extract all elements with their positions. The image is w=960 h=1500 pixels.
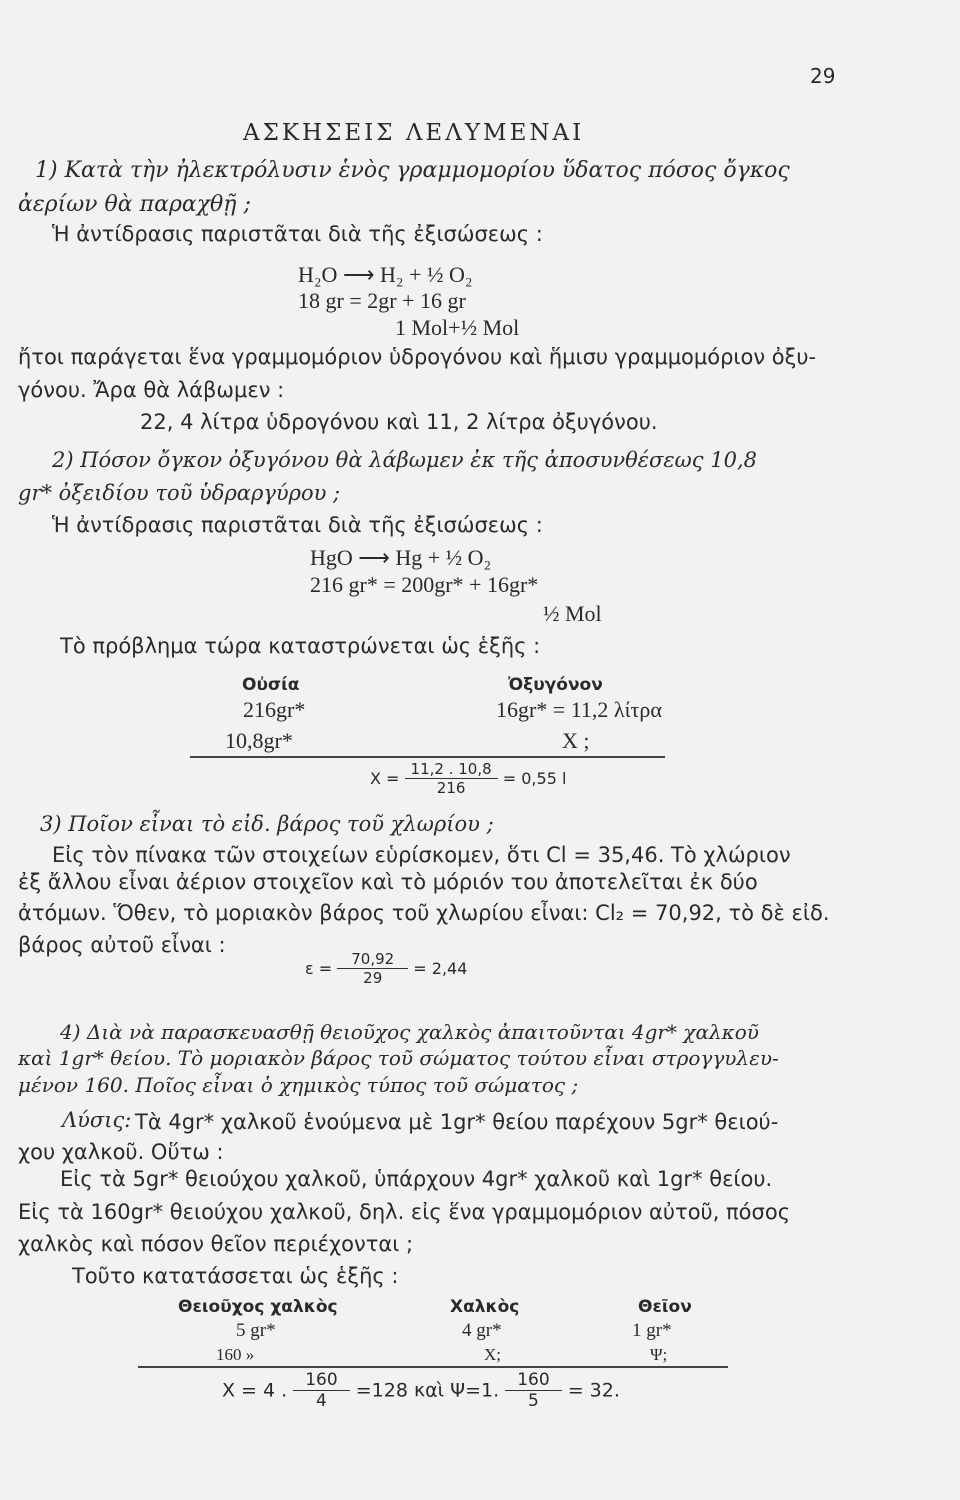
ex2-calc-denominator: 216	[436, 779, 466, 797]
ex4-table-rule	[138, 1366, 728, 1368]
ex1-text-2: γόνου. Ἄρα θὰ λάβωμεν :	[18, 378, 285, 402]
ex3-text-2: ἐξ ἄλλου εἶναι ἀέριον στοιχεῖον καὶ τὸ μόριόν του ἀποτελεῖται ἐκ δύο	[18, 870, 758, 894]
ex4-text-4: Εἰς τὰ 160gr* θειούχου χαλκοῦ, δηλ. εἰς ἕνα γραμμομόριον αὐτοῦ, πόσος	[18, 1200, 791, 1224]
ex4-calc-a-denominator: 4	[316, 1391, 327, 1411]
ex2-table-r1c2: 16gr* = 11,2 λίτρα	[496, 697, 662, 722]
ex4-calc-fraction-b	[505, 1370, 561, 1411]
ex2-calc-lhs: X =	[370, 769, 400, 788]
ex1-text-1: ἤτοι παράγεται ἕνα γραμμομόριον ὑδρογόνου καὶ ἥμισυ γραμμομόριον ὀξυ-	[18, 345, 817, 369]
ex1-text-3: 22, 4 λίτρα ὑδρογόνου καὶ 11, 2 λίτρα ὀξυγόνου.	[140, 410, 658, 434]
ex3-text-1: Εἰς τὸν πίνακα τῶν στοιχείων εὑρίσκομεν, ὅτι Cl = 35,46. Τὸ χλώριον	[52, 843, 791, 867]
ex2-equation-3: ½ Mol	[543, 601, 602, 626]
ex2-calc-numerator: 11,2 . 10,8	[405, 760, 498, 779]
ex1-equation-3: 1 Mol+½ Mol	[395, 315, 520, 340]
ex2-calculation	[370, 760, 566, 797]
ex4-table-r2c1: 160 »	[216, 1345, 255, 1364]
ex4-question-line2: καὶ 1gr* θείου. Τὸ μοριακὸν βάρος τοῦ σώματος τούτου εἶναι στρογγυλευ-	[18, 1046, 779, 1070]
ex2-table-head-oxygen: Ὀξυγόνον	[508, 675, 603, 695]
ex4-calc-b-numerator: 160	[505, 1370, 561, 1391]
ex4-table-head-sulfur: Θεῖον	[638, 1297, 692, 1317]
page-title: ΑΣΚΗΣΕΙΣ ΛΕΛΥΜΕΝΑΙ	[243, 120, 585, 146]
ex1-equation-2: 18 gr = 2gr + 16 gr	[298, 288, 466, 313]
ex4-table-r2c2: X;	[484, 1345, 501, 1364]
ex2-table-r2c2: X ;	[562, 728, 590, 753]
ex2-table-rule	[190, 756, 665, 758]
page-number: 29	[810, 64, 836, 88]
ex2-question-line1: 2) Πόσον ὄγκον ὀξυγόνου θὰ λάβωμεν ἐκ τῆς ἀποσυνθέσεως 10,8	[52, 448, 757, 472]
ex2-table-head-substance: Οὐσία	[242, 675, 300, 695]
ex1-equation-1: H₂O ⟶ H₂ + ½ O₂	[298, 262, 473, 287]
ex2-question-line2: gr* ὀξειδίου τοῦ ὑδραργύρου ;	[18, 481, 341, 505]
ex4-table-head-copper: Χαλκὸς	[450, 1297, 520, 1317]
ex3-calc-rhs: = 2,44	[413, 959, 468, 978]
ex3-text-4: βάρος αὐτοῦ εἶναι :	[18, 933, 226, 957]
ex2-intro: Ἡ ἀντίδρασις παριστᾶται διὰ τῆς ἐξισώσεως :	[52, 513, 543, 537]
ex4-text-5: χαλκὸς καὶ πόσον θεῖον περιέχονται ;	[18, 1232, 414, 1256]
ex3-calc-numerator: 70,92	[337, 950, 408, 969]
ex3-question: 3) Ποῖον εἶναι τὸ εἰδ. βάρος τοῦ χλωρίου ;	[40, 812, 494, 836]
ex4-question-line1: 4) Διὰ νὰ παρασκευασθῇ θειοῦχος χαλκὸς ἀπαιτοῦνται 4gr* χαλκοῦ	[60, 1020, 759, 1044]
ex3-calc-fraction	[337, 950, 408, 987]
ex4-table-r1c2: 4 gr*	[462, 1320, 502, 1341]
ex3-calculation	[305, 950, 467, 987]
ex4-calc-part-c: = 32.	[567, 1379, 620, 1402]
ex2-equation-1: HgO ⟶ Hg + ½ O₂	[310, 545, 492, 570]
ex4-solution-label: Λύσις:	[62, 1108, 132, 1132]
ex4-table-r2c3: Ψ;	[650, 1345, 668, 1364]
ex4-table-r1c1: 5 gr*	[236, 1320, 276, 1341]
ex4-question-line3: μένον 160. Ποῖος εἶναι ὁ χημικὸς τύπος τοῦ σώματος ;	[18, 1073, 579, 1097]
ex1-question-line1: 1) Κατὰ τὴν ἠλεκτρόλυσιν ἑνὸς γραμμομορίου ὕδατος πόσος ὄγκος	[35, 158, 790, 183]
ex4-text-2: χου χαλκοῦ. Οὕτω :	[18, 1140, 224, 1164]
ex3-text-3: ἀτόμων. Ὅθεν, τὸ μοριακὸν βάρος τοῦ χλωρίου εἶναι: Cl₂ = 70,92, τὸ δὲ εἰδ.	[18, 901, 830, 925]
ex3-calc-denominator: 29	[363, 969, 383, 987]
ex4-table-r1c3: 1 gr*	[632, 1320, 672, 1341]
ex4-text-1: Τὰ 4gr* χαλκοῦ ἑνούμενα μὲ 1gr* θείου παρέχουν 5gr* θειού-	[135, 1110, 779, 1134]
ex2-text-1: Τὸ πρόβλημα τώρα καταστρώνεται ὡς ἑξῆς :	[60, 634, 541, 658]
ex2-calc-fraction	[405, 760, 498, 797]
ex4-calculation	[222, 1370, 620, 1411]
ex4-text-6: Τοῦτο κατατάσσεται ὡς ἑξῆς :	[72, 1264, 399, 1288]
ex2-equation-2: 216 gr* = 200gr* + 16gr*	[310, 572, 539, 597]
ex1-question-line2: ἀερίων θὰ παραχθῇ ;	[18, 192, 251, 217]
ex4-calc-a-numerator: 160	[293, 1370, 349, 1391]
ex1-intro: Ἡ ἀντίδρασις παριστᾶται διὰ τῆς ἐξισώσεως :	[52, 222, 543, 246]
ex4-calc-part-a: X = 4 .	[222, 1379, 288, 1402]
ex4-calc-b-denominator: 5	[528, 1391, 539, 1411]
ex4-table-head-copper-sulfide: Θειοῦχος χαλκὸς	[178, 1297, 338, 1317]
ex4-text-3: Εἰς τὰ 5gr* θειούχου χαλκοῦ, ὑπάρχουν 4gr* χαλκοῦ καὶ 1gr* θείου.	[60, 1167, 773, 1191]
ex2-table-r2c1: 10,8gr*	[225, 728, 293, 753]
ex4-calc-part-b: =128 καὶ Ψ=1.	[355, 1379, 500, 1402]
ex2-calc-rhs: = 0,55 l	[502, 769, 567, 788]
ex3-calc-lhs: ε =	[305, 959, 333, 978]
ex4-calc-fraction-a	[293, 1370, 349, 1411]
ex2-table-r1c1: 216gr*	[243, 697, 306, 722]
